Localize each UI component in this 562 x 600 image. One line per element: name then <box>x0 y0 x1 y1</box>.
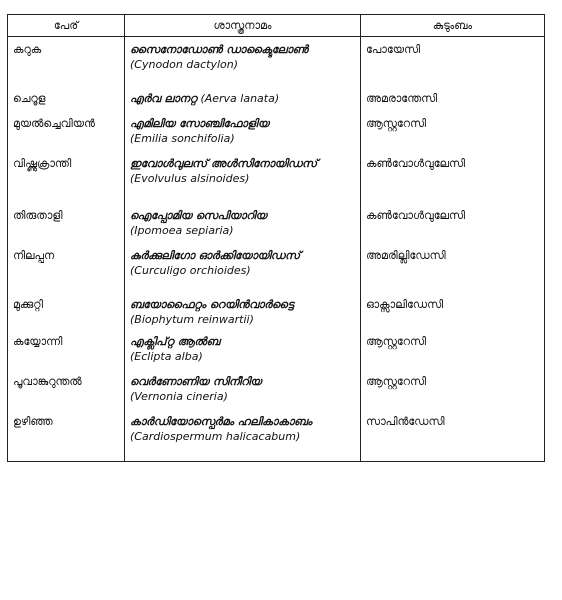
scientific-name-cell <box>125 86 361 111</box>
table-row <box>8 203 545 243</box>
header-family: കുടുംബം <box>361 15 545 37</box>
scientific-name-cell <box>125 409 361 462</box>
scientific-name-latin: (Evolvulus alsinoides) <box>130 172 250 185</box>
family-cell: ആസ്റ്ററേസി <box>361 111 545 151</box>
scientific-name-cell <box>125 243 361 292</box>
common-name-cell: കറുക <box>8 37 125 87</box>
family-cell: അമരാന്തേസി <box>361 86 545 111</box>
family-cell: ആസ്റ്ററേസി <box>361 329 545 369</box>
scientific-name-cell <box>125 37 361 87</box>
scientific-name-latin: (Ipomoea sepiaria) <box>130 224 234 237</box>
common-name-cell: നിലപ്പന <box>8 243 125 292</box>
family-cell: കൺവോൾവുലേസി <box>361 203 545 243</box>
scientific-name-cell <box>125 203 361 243</box>
common-name-cell: കയ്യോന്നി <box>8 329 125 369</box>
scientific-name-latin: (Cynodon dactylon) <box>130 58 239 71</box>
header-row <box>8 15 545 37</box>
table-row <box>8 243 545 292</box>
table-row <box>8 409 545 462</box>
table-row <box>8 292 545 329</box>
table-row <box>8 329 545 369</box>
scientific-name-latin: (Eclipta alba) <box>130 350 203 363</box>
scientific-name-malayalam: ഇവോൾവുലസ് അൾസിനോയിഡസ് <box>130 157 318 170</box>
common-name-cell: മുയൽച്ചെവിയൻ <box>8 111 125 151</box>
scientific-name-cell <box>125 111 361 151</box>
scientific-name-malayalam: എമിലിയ സോഞ്ചിഫോളിയ <box>130 117 269 130</box>
scientific-name-malayalam: എക്ലിപ്റ്റ ആൽബ <box>130 335 220 348</box>
scientific-name-cell <box>125 369 361 409</box>
scientific-name-malayalam: സൈനോഡോൺ ഡാക്ടൈലോൺ <box>130 43 309 56</box>
common-name-cell: ഉഴിഞ്ഞ <box>8 409 125 462</box>
common-name-cell: തിരുതാളി <box>8 203 125 243</box>
scientific-name-malayalam: വെർണോണിയ സിനീറിയ <box>130 375 262 388</box>
scientific-name-latin: (Vernonia cineria) <box>130 390 228 403</box>
table-row <box>8 86 545 111</box>
family-cell: കൺവോൾവുലേസി <box>361 151 545 203</box>
common-name-cell: മുക്കുറ്റി <box>8 292 125 329</box>
header-scientific-name: ശാസ്ത്രനാമം <box>125 15 361 37</box>
table-row <box>8 369 545 409</box>
scientific-name-malayalam: കാർഡിയോസ്പെർമം ഹലികാകാബം <box>130 415 312 428</box>
header-name: പേര് <box>8 15 125 37</box>
scientific-name-malayalam: കുർക്കുലിഗോ ഓർക്കിയോയിഡസ് <box>130 249 301 262</box>
scientific-name-latin: (Curculigo orchioides) <box>130 264 251 277</box>
scientific-name-cell <box>125 151 361 203</box>
scientific-name-cell <box>125 292 361 329</box>
scientific-name-latin: (Emilia sonchifolia) <box>130 132 235 145</box>
common-name-cell: ചെറൂള <box>8 86 125 111</box>
scientific-name-malayalam: എർവ ലാനറ്റ <box>130 92 197 105</box>
family-cell: പോയേസി <box>361 37 545 87</box>
scientific-name-cell <box>125 329 361 369</box>
plant-table <box>7 14 545 462</box>
family-cell: ഓക്സാലിഡേസി <box>361 292 545 329</box>
scientific-name-latin: (Biophytum reinwartii) <box>130 313 254 326</box>
common-name-cell: വിഷ്ണുക്രാന്തി <box>8 151 125 203</box>
family-cell: സാപിൻഡേസി <box>361 409 545 462</box>
table-row <box>8 111 545 151</box>
scientific-name-malayalam: ബയോഫൈറ്റം റെയിൻവാർട്ടൈ <box>130 298 294 311</box>
scientific-name-malayalam: ഐപ്പോമിയ സെപിയാറിയ <box>130 209 267 222</box>
table-row <box>8 151 545 203</box>
table-row <box>8 37 545 87</box>
scientific-name-latin: (Aerva lanata) <box>200 92 280 105</box>
family-cell: ആസ്റ്ററേസി <box>361 369 545 409</box>
common-name-cell: പൂവാങ്കുറുന്തൽ <box>8 369 125 409</box>
family-cell: അമരില്ലിഡേസി <box>361 243 545 292</box>
scientific-name-latin: (Cardiospermum halicacabum) <box>130 430 301 443</box>
